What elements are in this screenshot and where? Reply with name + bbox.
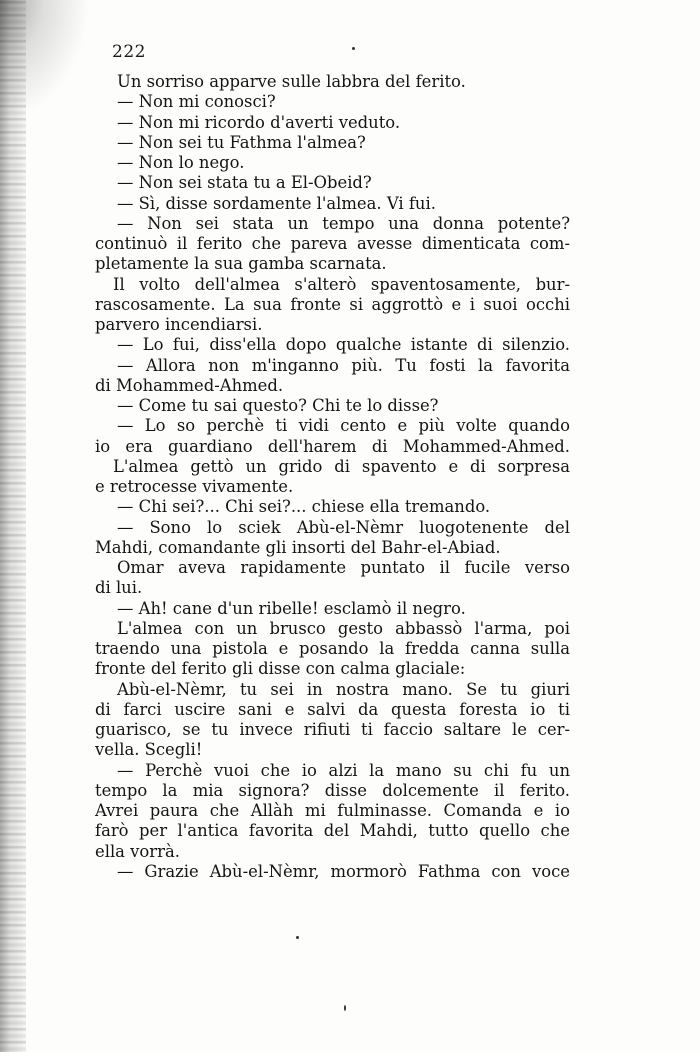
text-line: di Mohammed-Ahmed. — [95, 375, 284, 395]
text-line: Il volto dell'almea s'alterò spaventosamente, bur- — [113, 274, 570, 294]
text-line: — Sì, disse sordamente l'almea. Vi fui. — [117, 193, 436, 213]
text-line: traendo una pistola e posando la fredda canna sulla — [95, 639, 570, 658]
text-line: Mahdi, comandante gli insorti del Bahr-el-Abiad. — [95, 537, 501, 557]
text-line: L'almea gettò un grido di spavento e di sorpresa — [113, 456, 570, 476]
text-line: — Lo so perchè ti vidi cento e più volte quando — [117, 416, 570, 436]
text-line: — Ah! cane d'un ribelle! esclamò il negro. — [117, 598, 466, 618]
page-corner-shadow — [0, 0, 90, 120]
text-line: — Non mi ricordo d'averti veduto. — [117, 112, 401, 132]
text-line: Omar aveva rapidamente puntato il fucile verso — [117, 558, 570, 577]
text-line: rascosamente. La sua fronte si aggrottò e i suoi occhi — [95, 294, 570, 314]
text-line: ella vorrà. — [95, 841, 180, 861]
text-line: io era guardiano dell'harem di Mohammed-Ahmed. — [95, 436, 570, 456]
text-line: Avrei paura che Allàh mi fulminasse. Comanda e io — [95, 801, 570, 820]
text-line: — Lo fui, diss'ella dopo qualche istante di silenzio. — [117, 335, 570, 355]
text-line: — Sono lo sciek Abù-el-Nèmr luogotenente del — [117, 517, 570, 537]
page-text-body — [95, 72, 570, 882]
text-line: Un sorriso apparve sulle labbra del ferito. — [117, 72, 466, 91]
text-line: tempo la mia signora? disse dolcemente il ferito. — [95, 780, 570, 800]
text-line: vella. Scegli! — [95, 740, 203, 760]
text-line: — Non sei stata un tempo una donna potente? — [117, 213, 570, 233]
text-line: — Non sei stata tu a El-Obeid? — [117, 173, 372, 193]
text-line: L'almea con un brusco gesto abbassò l'arma, poi — [117, 618, 570, 638]
text-line: — Non lo nego. — [117, 153, 245, 172]
print-speck — [344, 1005, 346, 1011]
text-line: — Chi sei?... Chi sei?... chiese ella tremando. — [117, 497, 491, 517]
text-line: — Come tu sai questo? Chi te lo disse? — [117, 396, 439, 415]
text-line: pletamente la sua gamba scarnata. — [95, 254, 387, 274]
text-line: — Grazie Abù-el-Nèmr, mormorò Fathma con voce — [117, 861, 570, 881]
text-line: — Allora non m'inganno più. Tu fosti la favorita — [117, 355, 570, 375]
text-line: di lui. — [95, 578, 143, 598]
text-line: guarisco, se tu invece rifiuti ti faccio saltare le cer- — [95, 720, 570, 739]
print-speck — [352, 47, 355, 50]
page-edge-shadow — [0, 0, 26, 1052]
text-line: — Non mi conosci? — [117, 92, 276, 112]
text-line: continuò il ferito che pareva avesse dimenticata com- — [95, 234, 570, 253]
text-line: — Perchè vuoi che io alzi la mano su chi fu un — [117, 760, 570, 780]
text-line: parvero incendiarsi. — [95, 315, 263, 334]
text-line: di farci uscire sani e salvi da questa foresta io ti — [95, 699, 570, 719]
print-speck — [296, 936, 299, 939]
text-line: — Non sei tu Fathma l'almea? — [117, 132, 366, 152]
text-line: fronte del ferito gli disse con calma glaciale: — [95, 659, 466, 679]
page-number: 222 — [112, 42, 146, 62]
text-line: farò per l'antica favorita del Mahdi, tutto quello che — [95, 821, 570, 841]
text-line: Abù-el-Nèmr, tu sei in nostra mano. Se tu giuri — [117, 679, 570, 699]
text-line: e retrocesse vivamente. — [95, 477, 294, 496]
